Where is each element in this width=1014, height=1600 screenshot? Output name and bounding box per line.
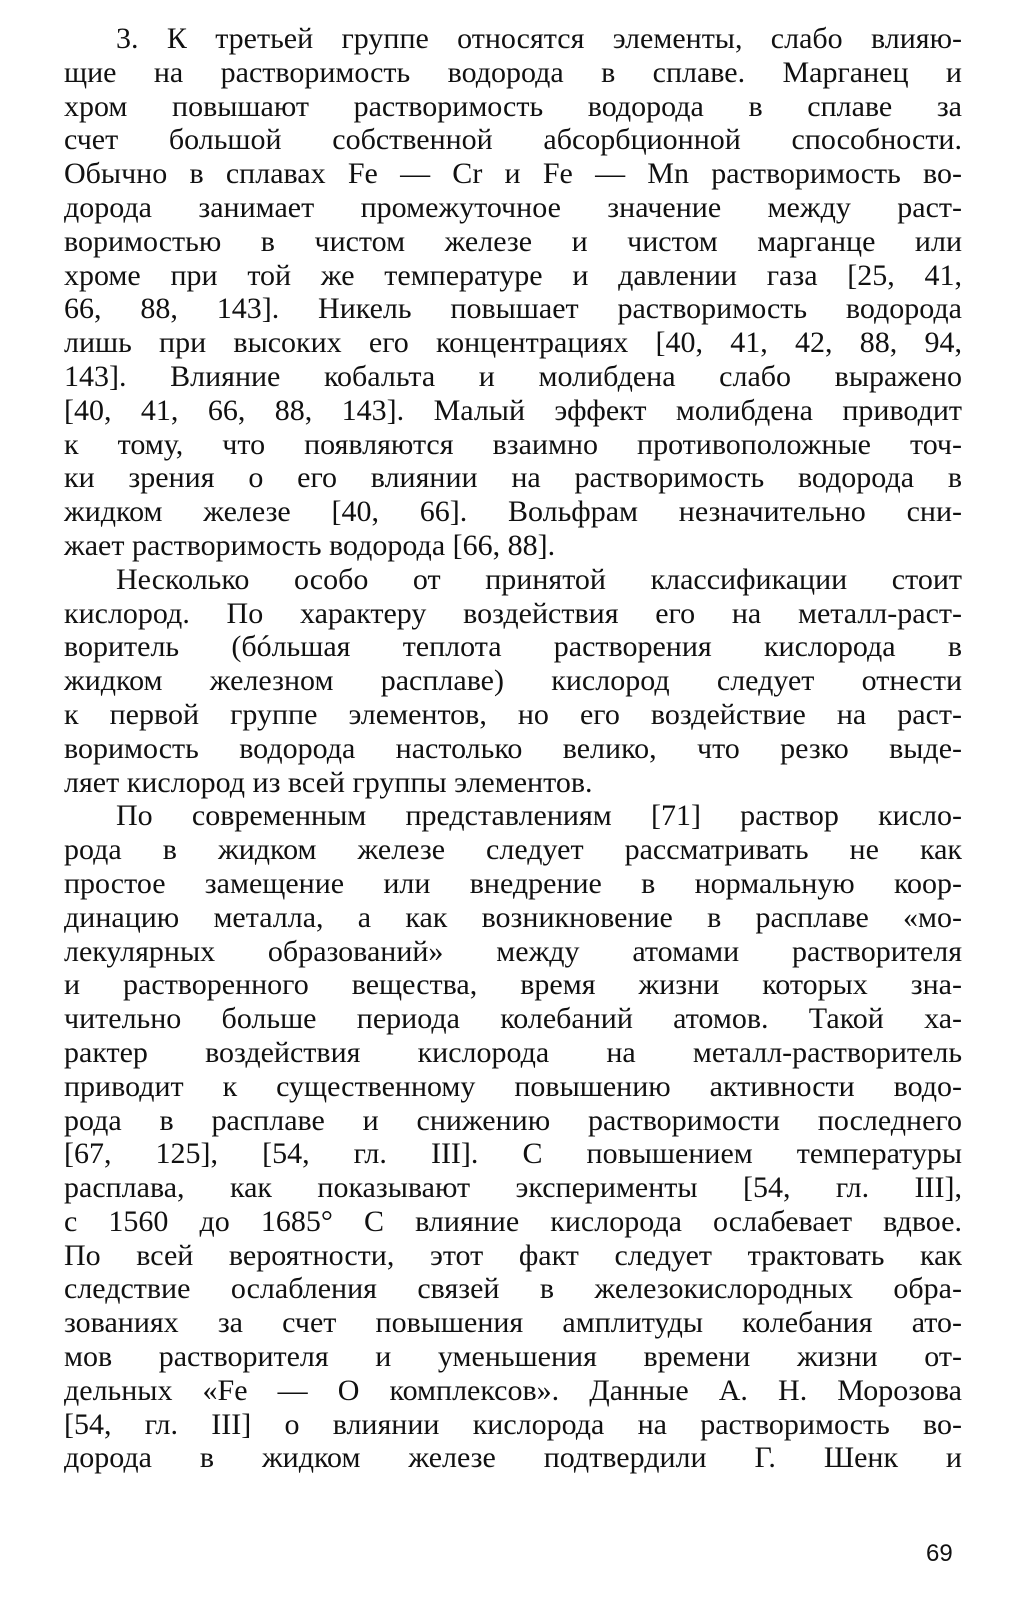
paragraph: [64, 22, 962, 563]
text-line: ки зрения о его влиянии на растворимость водорода в: [64, 461, 962, 495]
text-line: дельных «Fe — O комплексов». Данные А. Н. Морозова: [64, 1373, 962, 1407]
text-line: зованиях за счет повышения амплитуды колебания ато-: [64, 1306, 962, 1340]
text-line: рактер воздействия кислорода на металл-растворитель: [64, 1035, 962, 1069]
text-line: чительно больше периода колебаний атомов. Такой ха-: [64, 1002, 962, 1036]
text-line: [40, 41, 66, 88, 143]. Малый эффект молибдена приводит: [64, 393, 962, 427]
text-line: следствие ослабления связей в железокислородных обра-: [64, 1272, 962, 1306]
text-line: дорода в жидком железе подтвердили Г. Шенк и: [64, 1441, 962, 1475]
text-line: воримостью в чистом железе и чистом марганце или: [64, 224, 962, 258]
text-line: По всей вероятности, этот факт следует трактовать как: [64, 1238, 962, 1272]
text-line: хром повышают растворимость водорода в сплаве за: [64, 89, 962, 123]
text-line: жает растворимость водорода [66, 88].: [64, 528, 556, 562]
text-line: и растворенного вещества, время жизни которых зна-: [64, 968, 962, 1002]
text-line: ляет кислород из всей группы элементов.: [64, 765, 593, 799]
text-line: жидком железном расплаве) кислород следует отнести: [64, 664, 962, 698]
paragraph: [64, 563, 962, 800]
text-line: счет большой собственной абсорбционной способности.: [64, 123, 962, 157]
text-line: рода в жидком железе следует рассматривать не как: [64, 833, 962, 867]
page-text: [64, 22, 962, 1475]
text-line: лишь при высоких его концентрациях [40, 41, 42, 88, 94,: [64, 326, 962, 360]
text-line: воритель (бóльшая теплота растворения кислорода в: [64, 630, 962, 664]
page-number: 69: [926, 1540, 953, 1567]
text-line: с 1560 до 1685° С влияние кислорода ослабевает вдвое.: [64, 1204, 962, 1238]
text-line: жидком железе [40, 66]. Вольфрам незначительно сни-: [64, 495, 962, 529]
text-line: 143]. Влияние кобальта и молибдена слабо выражено: [64, 359, 962, 393]
text-line: [67, 125], [54, гл. III]. С повышением температуры: [64, 1137, 962, 1171]
text-line: дорода занимает промежуточное значение между раст-: [64, 190, 962, 224]
text-line: щие на растворимость водорода в сплаве. Марганец и: [64, 55, 962, 89]
text-line: 3. К третьей группе относятся элементы, слабо влияю-: [116, 22, 962, 55]
text-line: По современным представлениям [71] раствор кисло-: [116, 799, 962, 833]
text-line: кислород. По характеру воздействия его на металл-раст-: [64, 596, 962, 630]
text-line: приводит к существенному повышению активности водо-: [64, 1069, 962, 1103]
paragraph: [64, 799, 962, 1475]
text-line: воримость водорода настолько велико, что резко выде-: [64, 731, 962, 765]
text-line: к первой группе элементов, но его воздействие на раст-: [64, 697, 962, 731]
text-line: расплава, как показывают эксперименты [54, гл. III],: [64, 1171, 962, 1205]
text-line: простое замещение или внедрение в нормальную коор-: [64, 866, 962, 900]
text-line: Обычно в сплавах Fe — Cr и Fe — Mn растворимость во-: [64, 157, 962, 191]
text-line: мов растворителя и уменьшения времени жизни от-: [64, 1340, 962, 1374]
text-line: Несколько особо от принятой классификации стоит: [116, 562, 962, 596]
text-line: 66, 88, 143]. Никель повышает растворимость водорода: [64, 292, 962, 326]
text-line: хроме при той же температуре и давлении газа [25, 41,: [64, 258, 962, 292]
text-line: [54, гл. III] о влиянии кислорода на растворимость во-: [64, 1407, 962, 1441]
text-line: рода в расплаве и снижению растворимости последнего: [64, 1103, 962, 1137]
book-page: [64, 22, 962, 1582]
text-line: лекулярных образований» между атомами растворителя: [64, 934, 962, 968]
text-line: динацию металла, а как возникновение в расплаве «мо-: [64, 900, 962, 934]
text-line: к тому, что появляются взаимно противоположные точ-: [64, 427, 962, 461]
